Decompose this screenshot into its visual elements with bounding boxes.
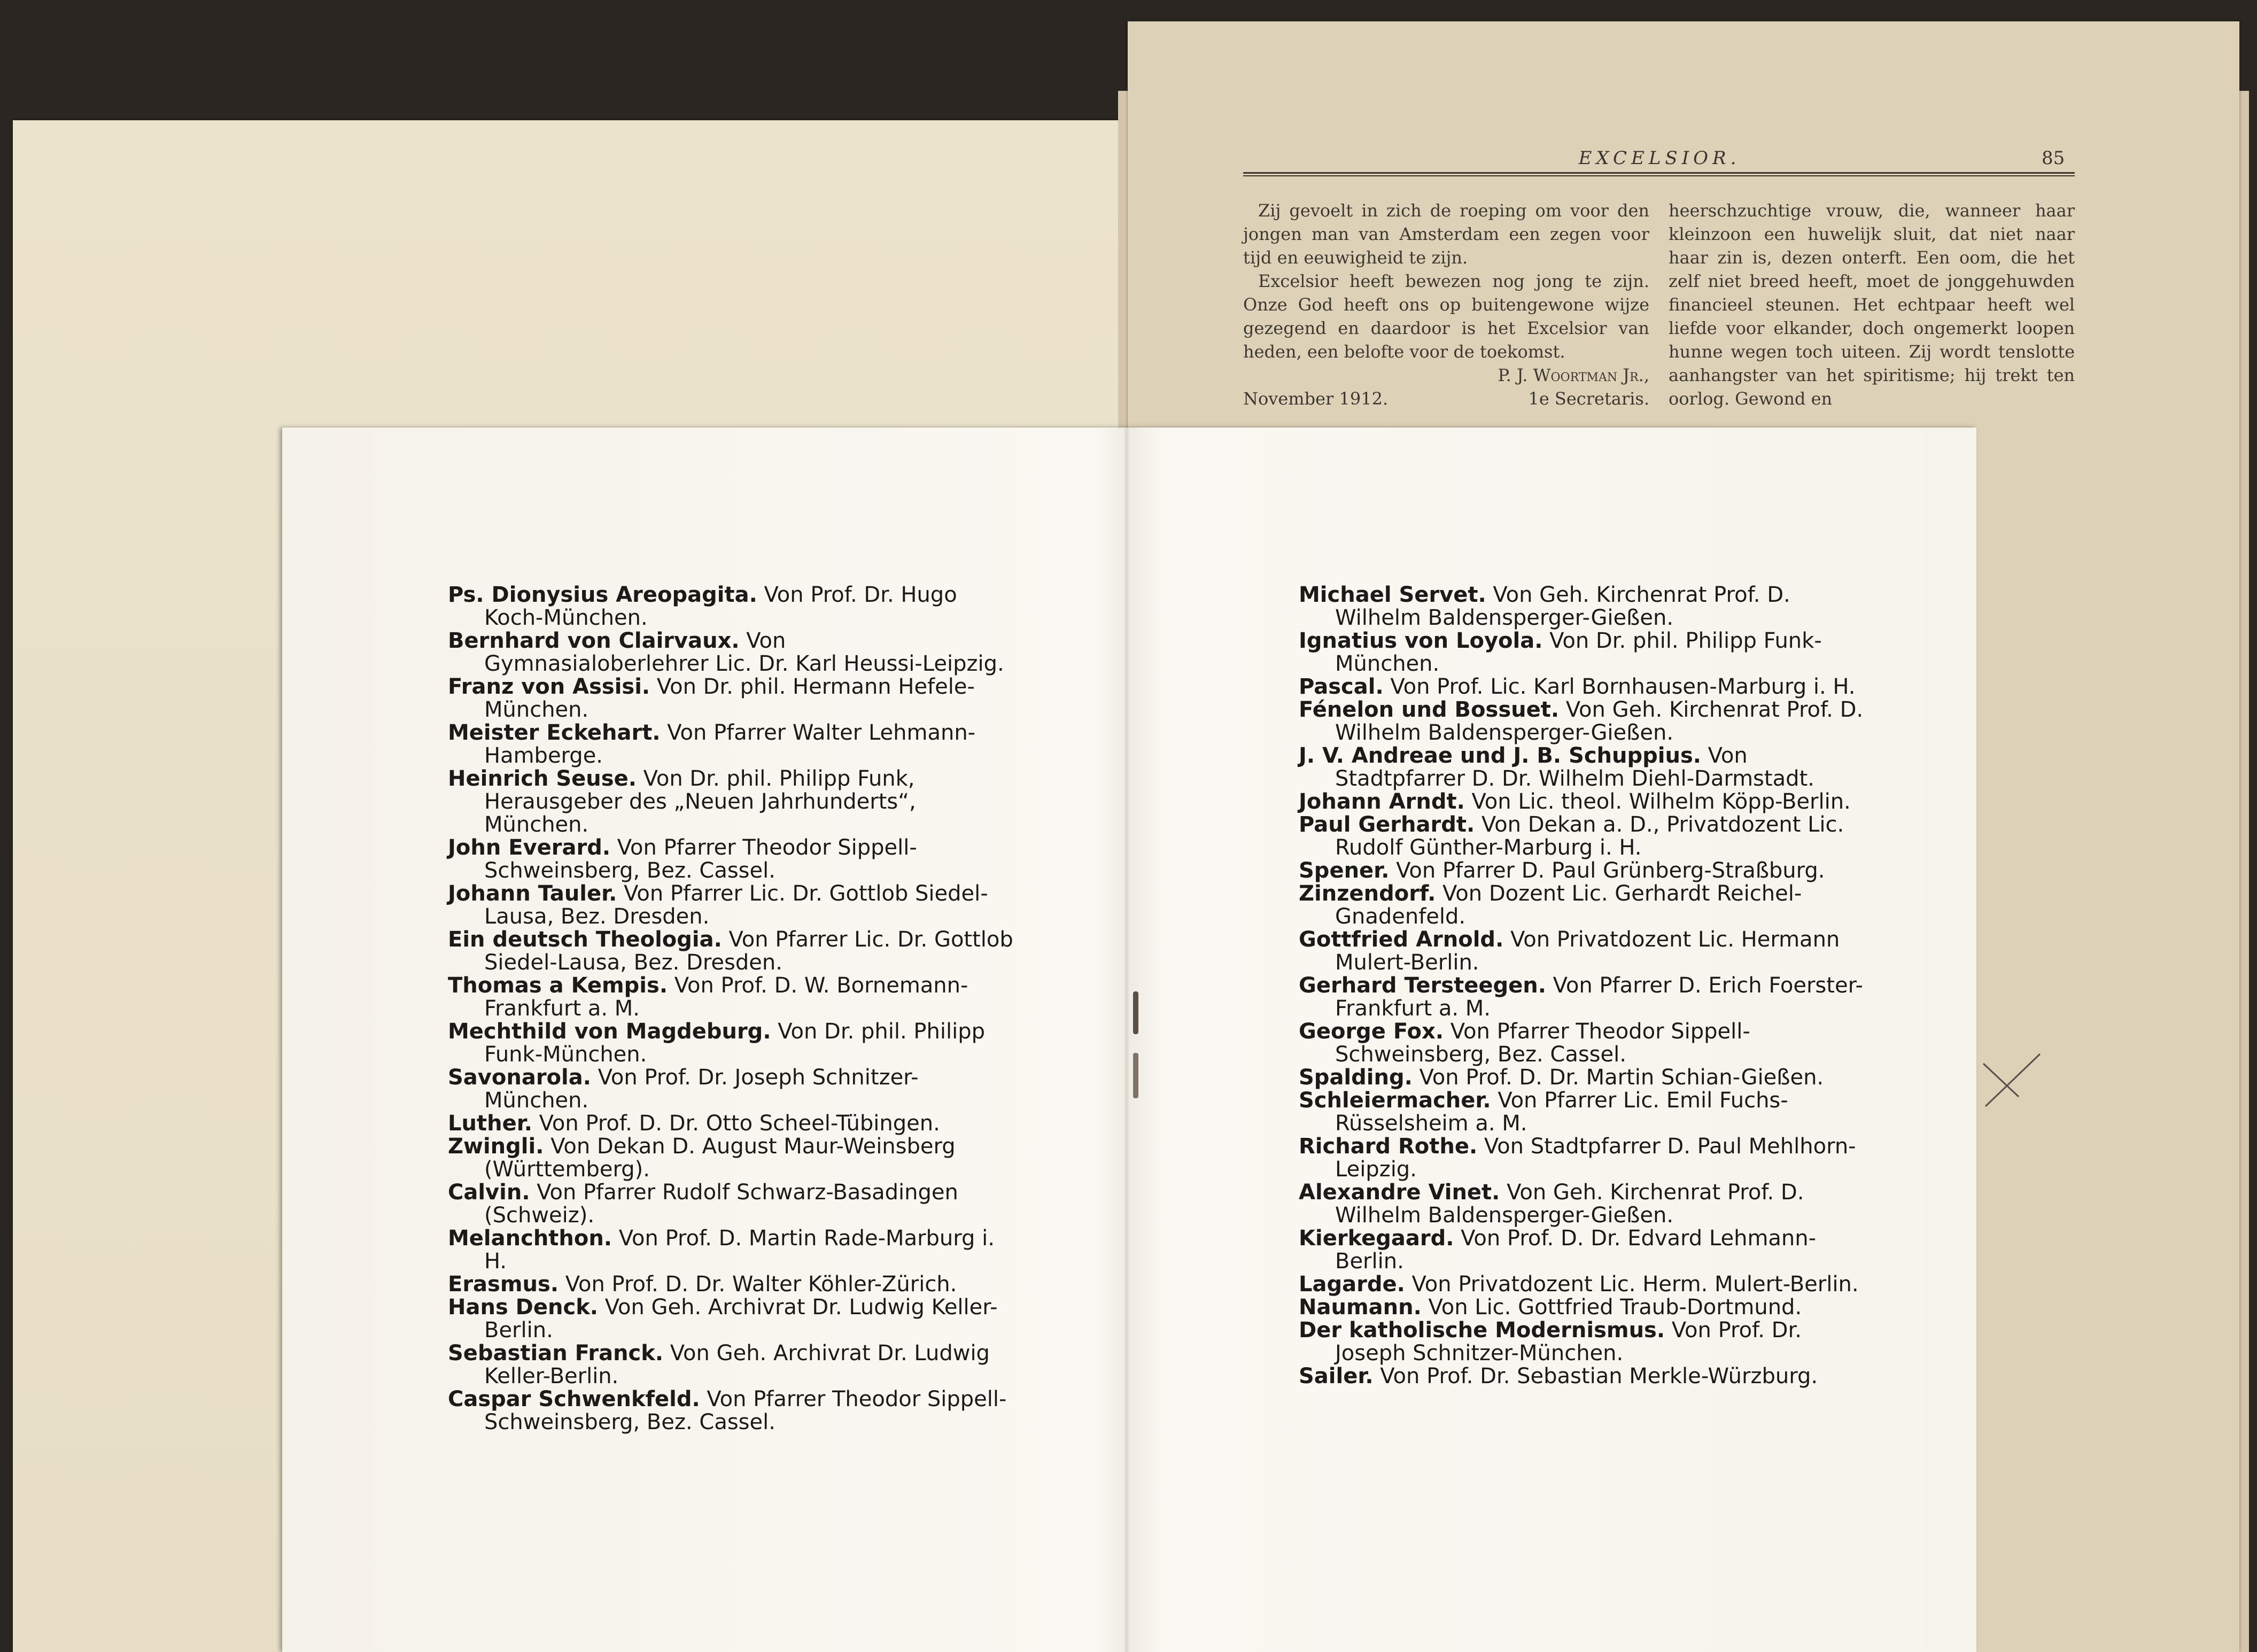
entry-subject: Johann Tauler.: [448, 881, 617, 906]
entry-subject: Hans Denck.: [448, 1295, 598, 1320]
pencil-cross-mark: [1980, 1048, 2044, 1112]
entry-subject: Paul Gerhardt.: [1299, 812, 1475, 837]
magazine-header-title: EXCELSIOR.: [1578, 148, 1741, 169]
booklet-entry: [1299, 813, 1865, 859]
entry-subject: Mechthild von Magdeburg.: [448, 1019, 771, 1044]
entry-subject: Erasmus.: [448, 1272, 559, 1297]
entry-subject: Sailer.: [1299, 1364, 1374, 1389]
entry-subject: John Everard.: [448, 835, 611, 860]
booklet-entry: [448, 974, 1014, 1020]
entry-subject: Ps. Dionysius Areopagita.: [448, 583, 757, 607]
magazine-paragraph: Excelsior heeft bewezen nog jong te zijn. Onze God heeft ons op buitengewone wijze gezegend en daardoor is het Excelsior van heden, een belofte voor de toekomst.: [1243, 271, 1649, 362]
entry-author: Von Pfarrer Lic. Emil Fuchs-Rüsselsheim a. M.: [1335, 1088, 1788, 1136]
pencil-stroke: [1985, 1054, 2040, 1106]
entry-author: Von Prof. D. Dr. Otto Scheel-Tübingen.: [539, 1111, 940, 1136]
booklet-entry: [448, 1020, 1014, 1066]
booklet-entry: [1299, 1319, 1865, 1365]
magazine-page-number: 85: [2042, 148, 2065, 169]
entry-subject: Naumann.: [1299, 1295, 1422, 1320]
booklet-entry: [448, 1135, 1014, 1181]
entry-author: Von Prof. D. Dr. Walter Köhler-Zürich.: [565, 1272, 957, 1297]
entry-subject: Meister Eckehart.: [448, 720, 661, 745]
magazine-right-column: [1669, 199, 2075, 410]
booklet-entry: [1299, 882, 1865, 928]
entry-author: Von Dekan a. D., Privatdozent Lic. Rudolf Günther-Marburg i. H.: [1335, 812, 1844, 860]
entry-author: Von Geh. Kirchenrat Prof. D. Wilhelm Baldensperger-Gießen.: [1335, 583, 1790, 630]
entry-author: Von Pfarrer Theodor Sippell-Schweinsberg, Bez. Cassel.: [484, 835, 917, 883]
booklet-entry: [448, 928, 1014, 974]
entry-subject: Alexandre Vinet.: [1299, 1180, 1500, 1205]
entry-author: Von Prof. D. Dr. Martin Schian-Gießen.: [1419, 1065, 1824, 1090]
entry-subject: Richard Rothe.: [1299, 1134, 1478, 1159]
booklet-entry: [448, 676, 1014, 722]
booklet-entry: [448, 1227, 1014, 1273]
booklet-entry: [448, 1296, 1014, 1342]
booklet-entry: [448, 1388, 1014, 1434]
entry-author: Von Geh. Archivrat Dr. Ludwig Keller-Berlin.: [484, 1295, 998, 1343]
entry-author: Von Prof. Lic. Karl Bornhausen-Marburg i. H.: [1390, 674, 1856, 699]
entry-author: Von Dr. phil. Philipp Funk, Herausgeber des „Neuen Jahrhunderts“, München.: [484, 766, 916, 837]
entry-author: Von Privatdozent Lic. Herm. Mulert-Berlin.: [1411, 1272, 1859, 1297]
entry-subject: Johann Arndt.: [1299, 789, 1465, 814]
entry-author: Von Dozent Lic. Gerhardt Reichel-Gnadenfeld.: [1335, 881, 1802, 929]
entry-author: Von Dekan D. August Maur-Weinsberg (Württemberg).: [484, 1134, 956, 1182]
booklet-entry: [1299, 1066, 1865, 1089]
entry-author: Von Prof. D. W. Bornemann-Frankfurt a. M.: [484, 973, 968, 1021]
booklet-entry: [448, 722, 1014, 767]
booklet-entry: [448, 1112, 1014, 1135]
entry-author: Von Privatdozent Lic. Hermann Mulert-Berlin.: [1335, 927, 1840, 975]
entry-author: Von Dr. phil. Philipp Funk-München.: [1335, 629, 1822, 676]
booklet-entry: [448, 1273, 1014, 1296]
entry-subject: Luther.: [448, 1111, 532, 1136]
entry-author: Von Pfarrer Walter Lehmann-Hamberge.: [484, 720, 976, 768]
entry-subject: Michael Servet.: [1299, 583, 1486, 607]
booklet-entry: [1299, 1135, 1865, 1181]
entry-subject: George Fox.: [1299, 1019, 1444, 1044]
entry-subject: Melanchthon.: [448, 1226, 612, 1251]
entry-author: Von Pfarrer Theodor Sippell-Schweinsberg, Bez. Cassel.: [484, 1387, 1007, 1434]
booklet-left-page-list: [448, 584, 1014, 1434]
entry-subject: J. V. Andreae und J. B. Schuppius.: [1299, 743, 1701, 768]
booklet-entry: [448, 767, 1014, 836]
booklet-entry: [1299, 584, 1865, 630]
entry-author: Von Dr. phil. Hermann Hefele-München.: [484, 674, 975, 722]
booklet-entry: [448, 1181, 1014, 1227]
staple-bottom: [1133, 1053, 1138, 1098]
entry-subject: Pascal.: [1299, 674, 1384, 699]
magazine-paragraph: heerschzuchtige vrouw, die, wanneer haar kleinzoon een huwelijk sluit, dat niet naar haar zin is, dezen onterft. Een oom, die het zelf niet breed heeft, moet de jonggehuwden financieel steunen. Het echtpaar heeft wel liefde voor elkander, doch ongemerkt loopen hunne wegen toch uiteen. Zij wordt tenslotte aanhangster van het spiritisme; hij trekt ten oorlog. Gewond en: [1669, 200, 2075, 409]
booklet-entry: [1299, 1273, 1865, 1296]
entry-subject: Fénelon und Bossuet.: [1299, 697, 1560, 722]
booklet-entry: [448, 836, 1014, 882]
entry-author: Von Pfarrer Lic. Dr. Gottlob Siedel-Lausa, Bez. Dresden.: [484, 881, 988, 929]
entry-author: Von Pfarrer Rudolf Schwarz-Basadingen (Schweiz).: [484, 1180, 958, 1228]
entry-subject: Spener.: [1299, 858, 1390, 883]
booklet-entry: [1299, 974, 1865, 1020]
magazine-role: 1e Secretaris.: [1528, 389, 1649, 409]
entry-author: Von Lic. Gottfried Traub-Dortmund.: [1428, 1295, 1802, 1320]
entry-author: Von Prof. Dr. Joseph Schnitzer-München.: [1335, 1318, 1802, 1366]
entry-subject: Calvin.: [448, 1180, 530, 1205]
entry-author: Von Lic. theol. Wilhelm Köpp-Berlin.: [1471, 789, 1851, 814]
entry-author: Von Pfarrer Lic. Dr. Gottlob Siedel-Lausa, Bez. Dresden.: [484, 927, 1013, 975]
entry-subject: Ignatius von Loyola.: [1299, 629, 1543, 653]
entry-author: Von Prof. Dr. Sebastian Merkle-Würzburg.: [1380, 1364, 1818, 1389]
magazine-signature: P. J. Woortman Jr.,: [1498, 365, 1649, 385]
entry-subject: Lagarde.: [1299, 1272, 1405, 1297]
booklet-entry: [448, 882, 1014, 928]
booklet-entry: [1299, 630, 1865, 676]
entry-subject: Spalding.: [1299, 1065, 1413, 1090]
entry-subject: Gerhard Tersteegen.: [1299, 973, 1546, 998]
entry-subject: Savonarola.: [448, 1065, 591, 1090]
booklet-spine: [1123, 428, 1130, 1652]
booklet-entry: [1299, 699, 1865, 744]
entry-subject: Caspar Schwenkfeld.: [448, 1387, 700, 1411]
entry-author: Von Prof. D. Dr. Edvard Lehmann-Berlin.: [1335, 1226, 1817, 1274]
booklet-entry: [448, 630, 1014, 676]
entry-subject: Thomas a Kempis.: [448, 973, 668, 998]
entry-author: Von Prof. Dr. Hugo Koch-München.: [484, 583, 957, 630]
entry-subject: Heinrich Seuse.: [448, 766, 637, 791]
entry-author: Von Stadtpfarrer D. Paul Mehlhorn-Leipzig.: [1335, 1134, 1856, 1182]
entry-author: Von Prof. Dr. Joseph Schnitzer-München.: [484, 1065, 919, 1113]
magazine-date-row: [1243, 387, 1649, 410]
staple-top: [1133, 991, 1138, 1034]
booklet-entry: [1299, 859, 1865, 882]
booklet-entry: [1299, 1365, 1865, 1388]
entry-subject: Zinzendorf.: [1299, 881, 1436, 906]
entry-author: Von Gymnasialoberlehrer Lic. Dr. Karl Heussi-Leipzig.: [484, 629, 1004, 676]
entry-subject: Bernhard von Clairvaux.: [448, 629, 740, 653]
entry-subject: Gottfried Arnold.: [1299, 927, 1504, 952]
entry-author: Von Pfarrer D. Paul Grünberg-Straßburg.: [1396, 858, 1825, 883]
entry-subject: Ein deutsch Theologia.: [448, 927, 722, 952]
magazine-header-rule: [1243, 172, 2075, 176]
booklet-entry: [1299, 1181, 1865, 1227]
booklet-entry: [1299, 1227, 1865, 1273]
entry-author: Von Geh. Archivrat Dr. Ludwig Keller-Berlin.: [484, 1341, 990, 1389]
entry-author: Von Geh. Kirchenrat Prof. D. Wilhelm Baldensperger-Gießen.: [1335, 697, 1864, 745]
booklet-entry: [1299, 676, 1865, 699]
booklet-entry: [1299, 744, 1865, 790]
booklet-entry: [1299, 1020, 1865, 1066]
magazine-left-column: [1243, 199, 1649, 410]
entry-subject: Franz von Assisi.: [448, 674, 650, 699]
booklet-entry: [1299, 1089, 1865, 1135]
magazine-paragraph: Zij gevoelt in zich de roeping om voor den jongen man van Amsterdam een zegen voor tijd en eeuwigheid te zijn.: [1243, 200, 1649, 268]
entry-author: Von Pfarrer D. Erich Foerster-Frankfurt a. M.: [1335, 973, 1863, 1021]
entry-author: Von Stadtpfarrer D. Dr. Wilhelm Diehl-Darmstadt.: [1335, 743, 1814, 791]
magazine-date: November 1912.: [1243, 389, 1389, 409]
booklet-entry: [448, 584, 1014, 630]
entry-author: Von Dr. phil. Philipp Funk-München.: [484, 1019, 986, 1067]
booklet-entry: [1299, 1296, 1865, 1319]
booklet-entry: [1299, 790, 1865, 813]
booklet-right-page-list: [1299, 584, 1865, 1388]
entry-subject: Zwingli.: [448, 1134, 544, 1159]
entry-subject: Kierkegaard.: [1299, 1226, 1454, 1251]
entry-author: Von Pfarrer Theodor Sippell-Schweinsberg, Bez. Cassel.: [1335, 1019, 1750, 1067]
booklet-entry: [448, 1342, 1014, 1388]
entry-author: Von Geh. Kirchenrat Prof. D. Wilhelm Baldensperger-Gießen.: [1335, 1180, 1804, 1228]
entry-subject: Schleiermacher.: [1299, 1088, 1491, 1113]
entry-subject: Sebastian Franck.: [448, 1341, 664, 1366]
booklet-entry: [1299, 928, 1865, 974]
entry-author: Von Prof. D. Martin Rade-Marburg i. H.: [484, 1226, 995, 1274]
booklet-entry: [448, 1066, 1014, 1112]
entry-subject: Der katholische Modernismus.: [1299, 1318, 1665, 1343]
